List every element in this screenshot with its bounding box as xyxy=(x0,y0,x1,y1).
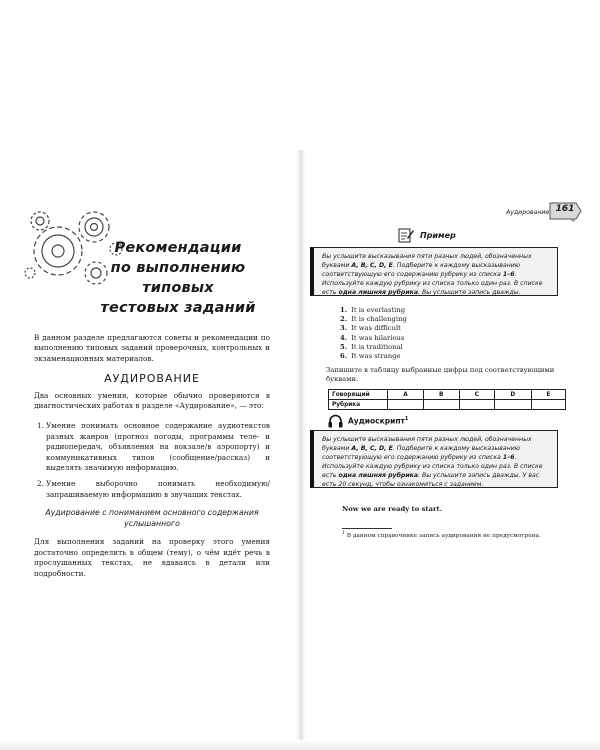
table-letter-cell: B xyxy=(423,390,459,400)
footnote-text: В данном справочнике запись аудирования не предусмотрена. xyxy=(346,532,541,539)
answer-cell[interactable] xyxy=(459,400,494,410)
ready-text: Now we are ready to start. xyxy=(342,505,443,513)
answer-table xyxy=(328,389,566,410)
option-number: 6. xyxy=(340,352,348,361)
table-row-header: Говорящий xyxy=(329,390,388,400)
list-number: 2. xyxy=(37,479,44,489)
box-text: . Подберите к каждому высказыванию соответствующую его содержанию рубрику из списка xyxy=(322,262,520,279)
box-text: . Подберите к каждому высказыванию соответствующую его содержанию рубрику из списка xyxy=(322,445,520,462)
list-item xyxy=(34,479,270,500)
option-number: 3. xyxy=(340,324,348,333)
answer-cell[interactable] xyxy=(494,400,531,410)
list-text: Умение понимать основное содержание аудиотекстов разных жанров (прогноз погоды, программы теле- и радиопередач, объявления на вокзале/в аэропорту) и коммуникативных типов (сообщение/рассказ) и выделять значимую информацию. xyxy=(46,421,270,473)
table-row xyxy=(329,400,566,410)
skills-list xyxy=(34,421,270,500)
chapter-title xyxy=(88,238,268,318)
box-extra: одна лишняя рубрика xyxy=(338,289,419,297)
list-item xyxy=(340,343,407,352)
section-intro: Два основных умения, которые обычно проверяются в диагностических работах в разделе «Аудирование», — это: xyxy=(34,390,270,411)
box-letters: A, B, C, D, E xyxy=(351,445,393,453)
box-text: Вы услышите высказывания пяти разных людей, обозначенных буквами xyxy=(322,436,532,453)
table-row xyxy=(329,390,566,400)
option-text: It is traditional xyxy=(351,342,403,351)
option-text: It is challenging xyxy=(351,315,407,324)
title-line-2: по выполнению типовых xyxy=(110,260,246,296)
answer-cell[interactable] xyxy=(423,400,459,410)
answer-cell[interactable] xyxy=(388,400,424,410)
closing-paragraph: Для выполнения заданий на проверку этого умения достаточно определить в общем (тему), о чём идёт речь в прослушанных текстах, не вдаваясь в детали или подробности. xyxy=(34,537,270,578)
option-text: It was difficult xyxy=(351,324,401,333)
audioscript-header xyxy=(328,413,408,429)
example-header xyxy=(398,226,456,244)
box-letters: A, B, C, D, E xyxy=(351,262,393,270)
left-page xyxy=(0,0,296,750)
list-text: Умение выборочно понимать необходимую/запрашиваемую информацию в звучащих текстах. xyxy=(46,479,270,499)
pencil-note-icon xyxy=(398,227,414,243)
section-heading: АУДИРОВАНИЕ xyxy=(104,372,200,386)
table-letter-cell: E xyxy=(531,390,565,400)
list-item xyxy=(340,352,407,361)
options-list xyxy=(340,306,407,361)
audioscript-title: Аудиоскрипт xyxy=(348,416,405,426)
footnote xyxy=(342,531,541,539)
option-text: It was hilarious xyxy=(351,333,405,342)
page-edge xyxy=(0,740,600,750)
page-number: 161 xyxy=(555,204,575,214)
running-head: Аудирование xyxy=(506,209,550,216)
footnote-ref: 1 xyxy=(404,416,409,423)
box-text: . Вы услышите запись дважды. xyxy=(418,289,521,297)
option-number: 1. xyxy=(340,306,348,314)
box-range: 1–6 xyxy=(502,454,515,462)
option-text: It was strange xyxy=(351,352,401,361)
title-line-1: Рекомендации xyxy=(114,240,242,256)
left-body xyxy=(34,333,270,589)
answer-cell[interactable] xyxy=(531,400,565,410)
title-line-3: тестовых заданий xyxy=(100,300,256,316)
list-item xyxy=(340,324,407,333)
intro-paragraph: В данном разделе предлагаются советы и рекомендации по выполнению типовых заданий проверочных, контрольных и экзаменационных материалов. xyxy=(34,333,270,363)
table-instruction: Запишите в таблицу выбранные цифры под соответствующими буквами. xyxy=(326,366,555,384)
box-text: Вы услышите высказывания пяти разных людей, обозначенных буквами xyxy=(322,253,532,270)
table-letter-cell: A xyxy=(388,390,424,400)
table-row-header: Рубрика xyxy=(329,400,388,410)
audioscript-label xyxy=(348,416,408,426)
box-text: . Вы услышите запись дважды. У вас есть 20 секунд, чтобы ознакомиться с заданием. xyxy=(322,472,540,489)
book-gutter xyxy=(296,150,306,740)
task-instruction-box xyxy=(310,247,558,296)
list-item xyxy=(340,334,407,343)
right-page xyxy=(306,0,600,750)
footnote-mark: 1 xyxy=(342,531,345,536)
list-item xyxy=(34,421,270,473)
footnote-divider xyxy=(342,528,392,529)
table-letter-cell: C xyxy=(459,390,494,400)
sub-heading: Аудирование с пониманием основного содержания услышанного xyxy=(45,508,259,528)
example-label: Пример xyxy=(420,230,456,240)
box-range: 1–6 xyxy=(502,271,515,279)
option-number: 2. xyxy=(340,315,348,324)
option-number: 4. xyxy=(340,333,348,342)
list-item xyxy=(340,315,407,324)
option-number: 5. xyxy=(340,342,348,351)
box-extra: одна лишняя рубрика xyxy=(338,472,419,480)
audioscript-box xyxy=(310,430,558,488)
headphones-icon xyxy=(328,414,343,428)
box-text: . Используйте каждую рубрику из списка только один раз. В списке есть xyxy=(322,454,543,480)
option-text: It is everlasting xyxy=(351,306,406,314)
list-number: 1. xyxy=(37,421,44,431)
table-letter-cell: D xyxy=(494,390,531,400)
box-text: . Используйте каждую рубрику из списка только один раз. В списке есть xyxy=(322,271,543,297)
list-item xyxy=(340,306,407,315)
